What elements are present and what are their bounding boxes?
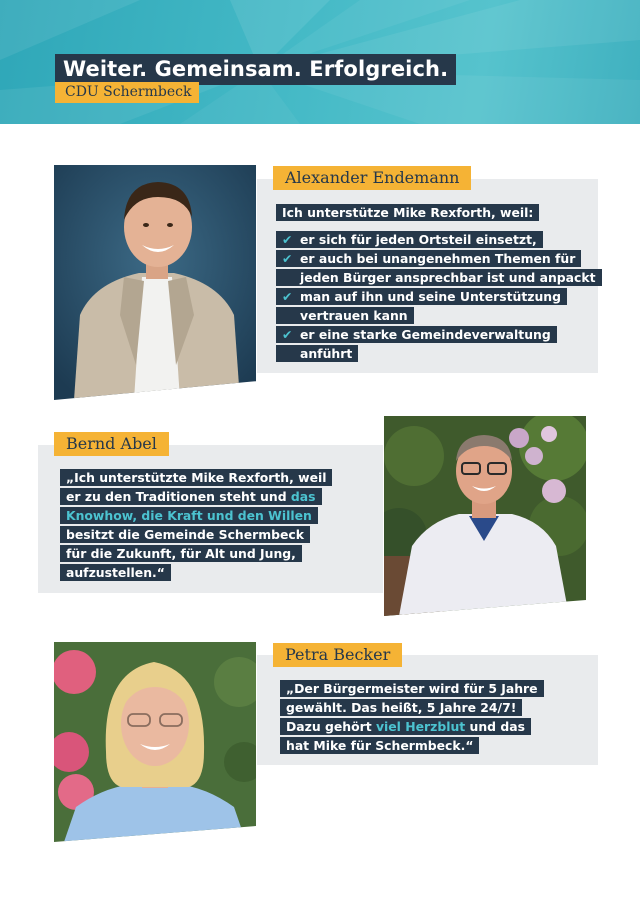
quote-line: aufzustellen.“ bbox=[60, 564, 171, 581]
quote-line: er zu den Traditionen steht und bbox=[66, 489, 291, 504]
reason-item: man auf ihn und seine Unterstützung bbox=[300, 289, 561, 304]
party-label: CDU Schermbeck bbox=[55, 82, 199, 103]
quote-highlight: das bbox=[290, 489, 316, 504]
check-icon: ✔ bbox=[282, 251, 293, 266]
quote-highlight: Knowhow, die Kraft und den Willen bbox=[60, 507, 318, 524]
check-icon: ✔ bbox=[282, 232, 293, 247]
reason-item-continued: vertrauen kann bbox=[300, 308, 408, 323]
quote-line: „Ich unterstützte Mike Rexforth, weil bbox=[60, 469, 332, 486]
photo-alexander-endemann bbox=[54, 165, 256, 400]
reason-item: er eine starke Gemeindeverwaltung bbox=[300, 327, 551, 342]
reason-item: er sich für jeden Ortsteil einsetzt, bbox=[300, 232, 537, 247]
quote-line: gewählt. Das heißt, 5 Jahre 24/7! bbox=[280, 699, 522, 716]
quote-line: hat Mike für Schermbeck.“ bbox=[280, 737, 479, 754]
reason-item: er auch bei unangenehmen Themen für bbox=[300, 251, 576, 266]
name-label-alexander-endemann: Alexander Endemann bbox=[273, 166, 471, 190]
photo-bernd-abel bbox=[384, 416, 586, 616]
quote-line: „Der Bürgermeister wird für 5 Jahre bbox=[280, 680, 544, 697]
check-icon: ✔ bbox=[282, 289, 293, 304]
name-label-petra-becker: Petra Becker bbox=[273, 643, 402, 667]
page-title: Weiter. Gemeinsam. Erfolgreich. bbox=[55, 54, 456, 85]
reason-item-continued: anführt bbox=[300, 346, 353, 361]
quote-highlight: viel Herzblut bbox=[375, 719, 466, 734]
quote-line: besitzt die Gemeinde Schermbeck bbox=[60, 526, 310, 543]
header-banner bbox=[0, 0, 640, 124]
intro-text: Ich unterstütze Mike Rexforth, weil: bbox=[276, 204, 539, 221]
reason-item-continued: jeden Bürger ansprechbar ist und anpackt bbox=[300, 270, 596, 285]
name-label-bernd-abel: Bernd Abel bbox=[54, 432, 169, 456]
reasons-list bbox=[276, 230, 602, 363]
testimonial-2-quote bbox=[60, 468, 332, 582]
testimonial-3-quote bbox=[280, 679, 544, 755]
quote-line: für die Zukunft, für Alt und Jung, bbox=[60, 545, 302, 562]
check-icon: ✔ bbox=[282, 327, 293, 342]
quote-line: und das bbox=[465, 719, 525, 734]
photo-petra-becker bbox=[54, 642, 256, 842]
quote-line: Dazu gehört bbox=[286, 719, 376, 734]
testimonial-1-intro bbox=[276, 203, 539, 222]
